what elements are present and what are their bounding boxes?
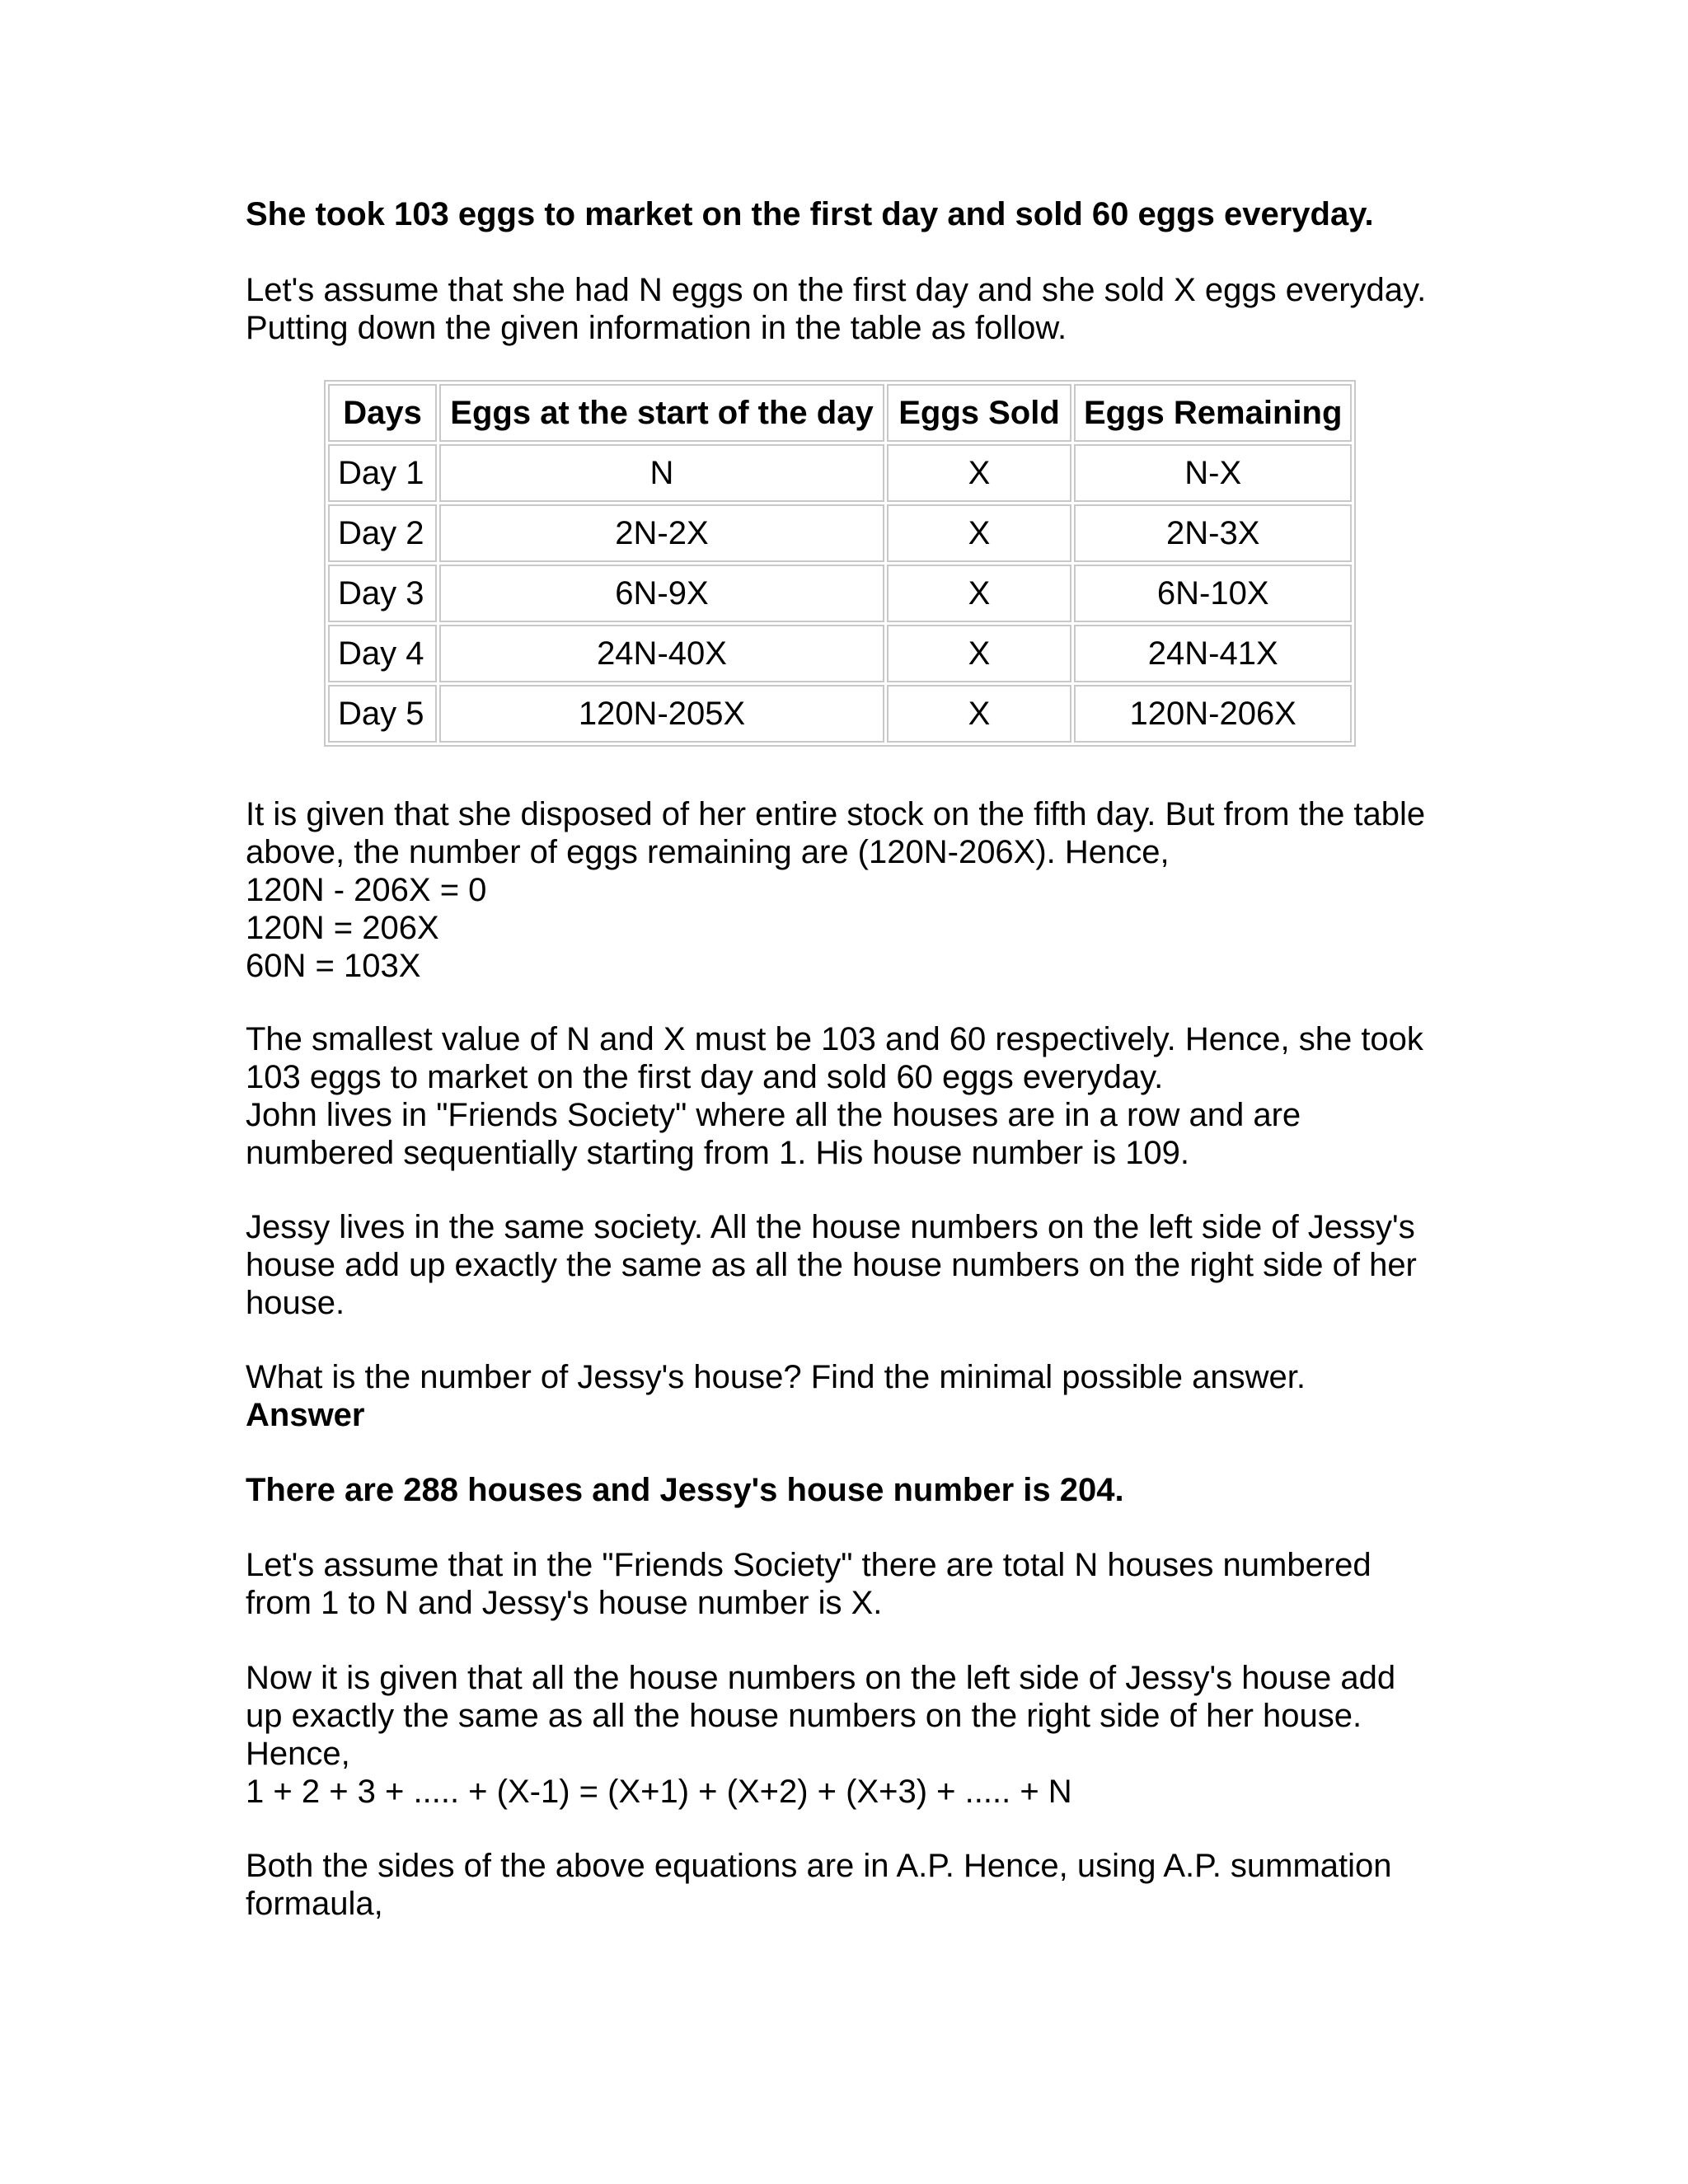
- text-line: numbered sequentially starting from 1. His house number is 109.: [246, 1135, 1190, 1171]
- text-line: formaula,: [246, 1886, 383, 1922]
- text-line: The smallest value of N and X must be 103 and 60 respectively. Hence, she took: [246, 1021, 1423, 1057]
- text-line: Now it is given that all the house numbers on the left side of Jessy's house add: [246, 1660, 1396, 1696]
- table-cell: N: [439, 444, 884, 502]
- table-cell: X: [887, 685, 1071, 743]
- text-line: 103 eggs to market on the first day and sold 60 eggs everyday.: [246, 1059, 1164, 1095]
- table-cell: 24N-40X: [439, 625, 884, 682]
- after-table-paragraph: [246, 795, 1457, 985]
- table-cell: 24N-41X: [1074, 625, 1352, 682]
- equation-line: 1 + 2 + 3 + ..... + (X-1) = (X+1) + (X+2) + (X+3) + ..... + N: [246, 1774, 1072, 1810]
- table-cell: N-X: [1074, 444, 1352, 502]
- table-cell: Day 1: [328, 444, 437, 502]
- question-paragraph: [246, 1358, 1457, 1434]
- table-cell: Day 4: [328, 625, 437, 682]
- table-cell: X: [887, 444, 1071, 502]
- table-cell: X: [887, 504, 1071, 562]
- table-row: [328, 444, 1352, 502]
- text-line: Both the sides of the above equations are in A.P. Hence, using A.P. summation: [246, 1848, 1392, 1884]
- table-cell: 6N-10X: [1074, 565, 1352, 622]
- text-line: above, the number of eggs remaining are (120N-206X). Hence,: [246, 834, 1170, 870]
- text-line: house.: [246, 1285, 345, 1321]
- question-line: What is the number of Jessy's house? Find the minimal possible answer.: [246, 1359, 1306, 1395]
- table-header-row: [328, 384, 1352, 442]
- table-row: [328, 504, 1352, 562]
- table-row: [328, 565, 1352, 622]
- table-cell: Day 2: [328, 504, 437, 562]
- table-cell: X: [887, 565, 1071, 622]
- text-line: house add up exactly the same as all the house numbers on the right side of her: [246, 1247, 1417, 1283]
- table-cell: 6N-9X: [439, 565, 884, 622]
- now-paragraph: [246, 1659, 1457, 1811]
- answer-label: Answer: [246, 1397, 365, 1433]
- table-row: [328, 685, 1352, 743]
- table-row: [328, 625, 1352, 682]
- heading-line: There are 288 houses and Jessy's house number is 204.: [246, 1472, 1124, 1508]
- table-cell: Day 3: [328, 565, 437, 622]
- text-line: Jessy lives in the same society. All the house numbers on the left side of Jessy's: [246, 1209, 1415, 1245]
- text-line: Putting down the given information in the table as follow.: [246, 310, 1067, 346]
- eggs-table: [324, 380, 1356, 747]
- equation-line: 60N = 103X: [246, 948, 421, 984]
- column-header: Eggs Sold: [887, 384, 1071, 442]
- table-cell: 2N-3X: [1074, 504, 1352, 562]
- text-line: up exactly the same as all the house numbers on the right side of her house.: [246, 1698, 1362, 1734]
- answer-heading-eggs: [246, 195, 1457, 233]
- assume-paragraph: [246, 1546, 1457, 1622]
- equation-line: 120N - 206X = 0: [246, 872, 487, 908]
- table-cell: 2N-2X: [439, 504, 884, 562]
- column-header: Eggs at the start of the day: [439, 384, 884, 442]
- text-line: Let's assume that she had N eggs on the first day and she sold X eggs everyday.: [246, 272, 1427, 308]
- text-line: Hence,: [246, 1736, 350, 1772]
- heading-line: She took 103 eggs to market on the first day and sold 60 eggs everyday.: [246, 196, 1374, 232]
- column-header: Days: [328, 384, 437, 442]
- column-header: Eggs Remaining: [1074, 384, 1352, 442]
- answer-heading-houses: [246, 1471, 1457, 1509]
- equation-line: 120N = 206X: [246, 910, 439, 946]
- smallest-value-paragraph: [246, 1020, 1457, 1172]
- intro-paragraph: [246, 271, 1457, 347]
- table-cell: Day 5: [328, 685, 437, 743]
- text-line: Let's assume that in the "Friends Society" there are total N houses numbered: [246, 1547, 1372, 1583]
- text-line: from 1 to N and Jessy's house number is X.: [246, 1585, 883, 1621]
- text-line: It is given that she disposed of her entire stock on the fifth day. But from the table: [246, 796, 1426, 832]
- table-cell: 120N-206X: [1074, 685, 1352, 743]
- jessy-paragraph: [246, 1208, 1457, 1322]
- table-cell: 120N-205X: [439, 685, 884, 743]
- both-sides-paragraph: [246, 1847, 1457, 1923]
- text-line: John lives in "Friends Society" where all the houses are in a row and are: [246, 1097, 1301, 1133]
- table-cell: X: [887, 625, 1071, 682]
